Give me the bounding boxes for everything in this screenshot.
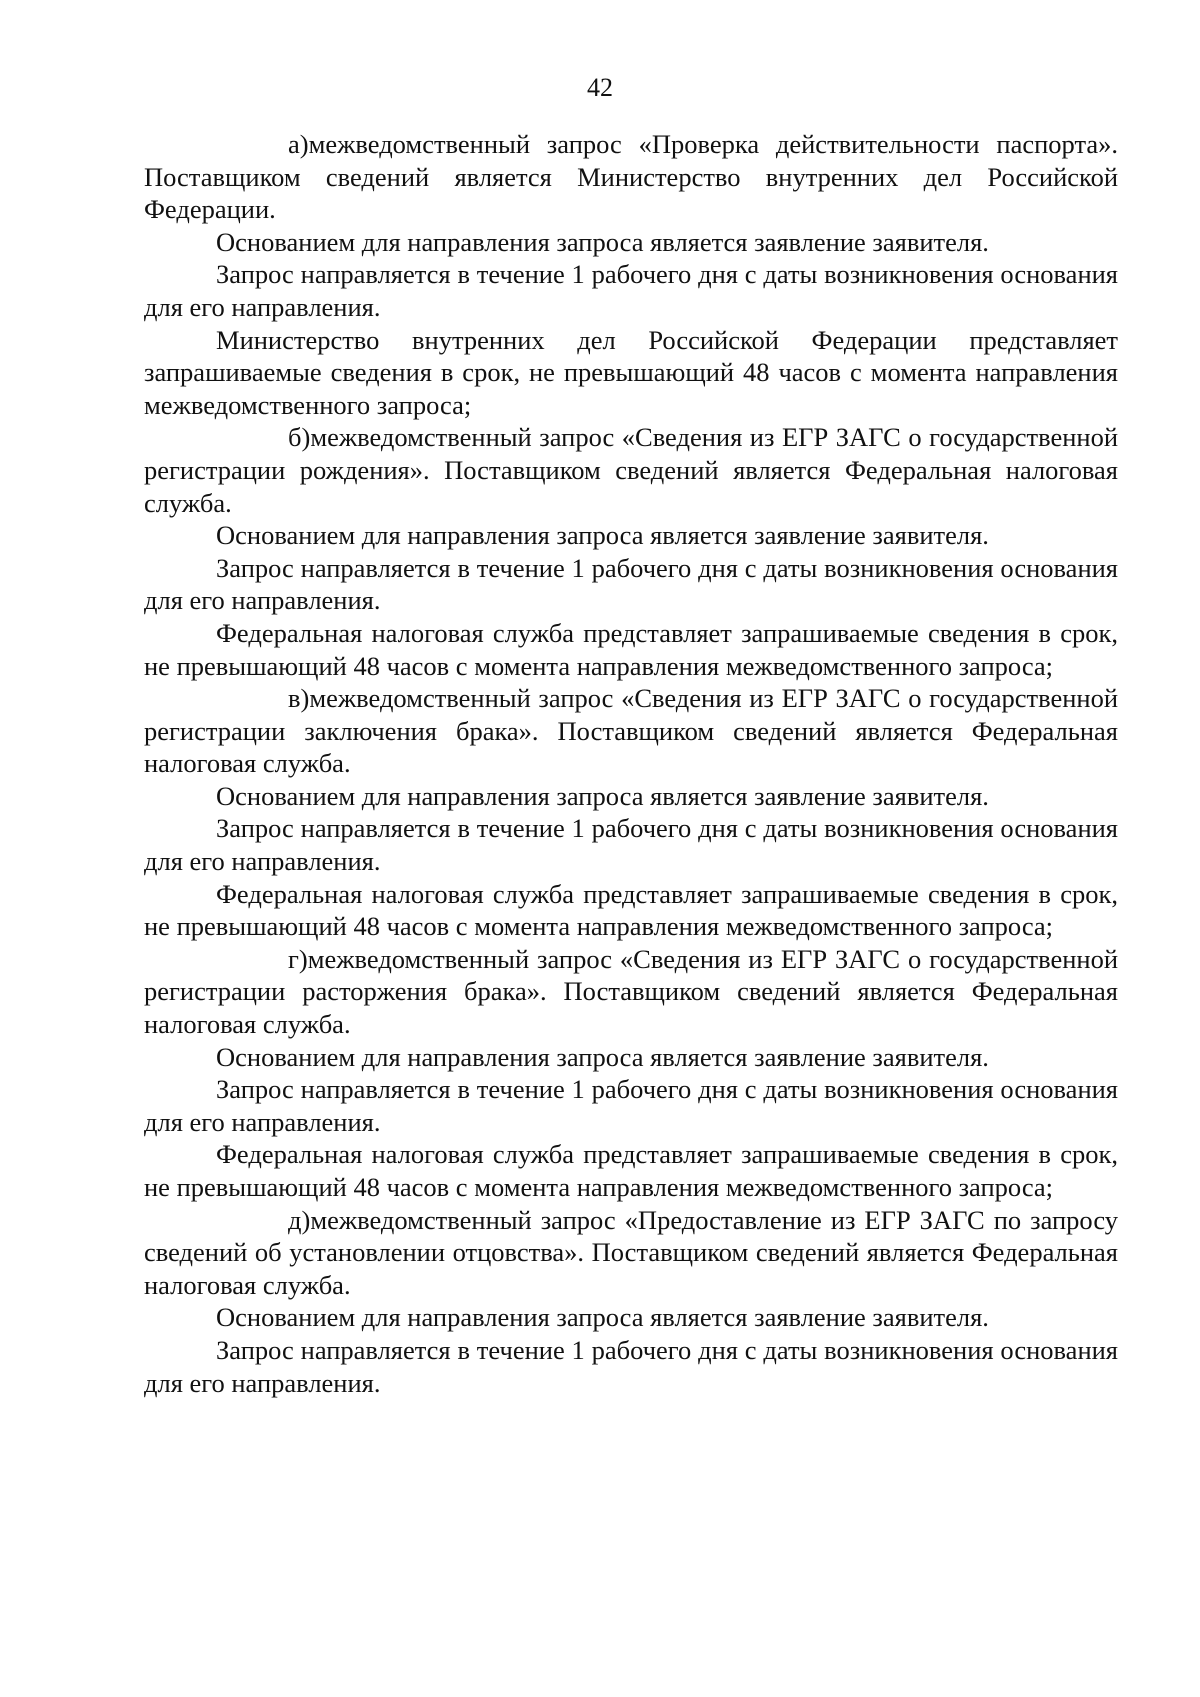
document-body [144,128,1118,1399]
paragraph: Основанием для направления запроса является заявление заявителя. [216,520,989,551]
list-item-v [144,682,1118,780]
page-number: 42 [587,73,613,102]
paragraph: Федеральная налоговая служба представляет запрашиваемые сведения в срок, не превышающий 48 часов с момента направления межведомственного запроса; [144,1139,1118,1202]
paragraph-text: межведомственный запрос «Сведения из ЕГР ЗАГС о государственной регистрации рождения». Поставщиком сведений является Федеральная налоговая служба. [144,422,1118,518]
paragraph: Министерство внутренних дел Российской Федерации представляет запрашиваемые сведения в срок, не превышающий 48 часов с момента направления межведомственного запроса; [144,324,1118,420]
paragraph: Основанием для направления запроса является заявление заявителя. [216,780,989,811]
paragraph: Основанием для направления запроса является заявление заявителя. [216,1041,989,1072]
paragraph-text: межведомственный запрос «Сведения из ЕГР ЗАГС о государственной регистрации расторжения брака». Поставщиком сведений является Федеральная налоговая служба. [144,943,1118,1040]
paragraph: Основанием для направления запроса является заявление заявителя. [216,226,989,257]
list-marker: б) [288,422,311,453]
paragraph: Федеральная налоговая служба представляет запрашиваемые сведения в срок, не превышающий 48 часов с момента направления межведомственного запроса; [144,878,1118,942]
list-marker: в) [288,683,310,714]
list-marker: д) [288,1204,311,1235]
list-item-a [144,128,1118,226]
paragraph: Запрос направляется в течение 1 рабочего дня с даты возникновения основания для его направления. [144,1074,1118,1137]
paragraph: Запрос направляется в течение 1 рабочего дня с даты возникновения основания для его направления. [144,1334,1118,1398]
paragraph: Основанием для направления запроса является заявление заявителя. [216,1302,989,1333]
paragraph: Федеральная налоговая служба представляет запрашиваемые сведения в срок, не превышающий 48 часов с момента направления межведомственного запроса; [144,617,1118,681]
paragraph: Запрос направляется в течение 1 рабочего дня с даты возникновения основания для его направления. [144,813,1118,877]
list-item-g [144,943,1118,1041]
paragraph-text: межведомственный запрос «Сведения из ЕГР ЗАГС о государственной регистрации заключения брака». Поставщиком сведений является Федеральная налоговая служба. [144,683,1118,779]
list-item-d [144,1204,1118,1302]
paragraph: Запрос направляется в течение 1 рабочего дня с даты возникновения основания для его направления. [144,259,1118,322]
paragraph: Запрос направляется в течение 1 рабочего дня с даты возникновения основания для его направления. [144,552,1118,616]
list-item-b [144,421,1118,519]
paragraph-text: межведомственный запрос «Предоставление из ЕГР ЗАГС по запросу сведений об установлении отцовства». Поставщиком сведений является Федеральная налоговая служба. [144,1204,1118,1300]
list-marker: г) [288,943,308,974]
list-marker: а) [288,129,309,159]
paragraph-text: межведомственный запрос «Проверка действительности паспорта». Поставщиком сведений является Министерство внутренних дел Российской Федерации. [144,129,1118,225]
